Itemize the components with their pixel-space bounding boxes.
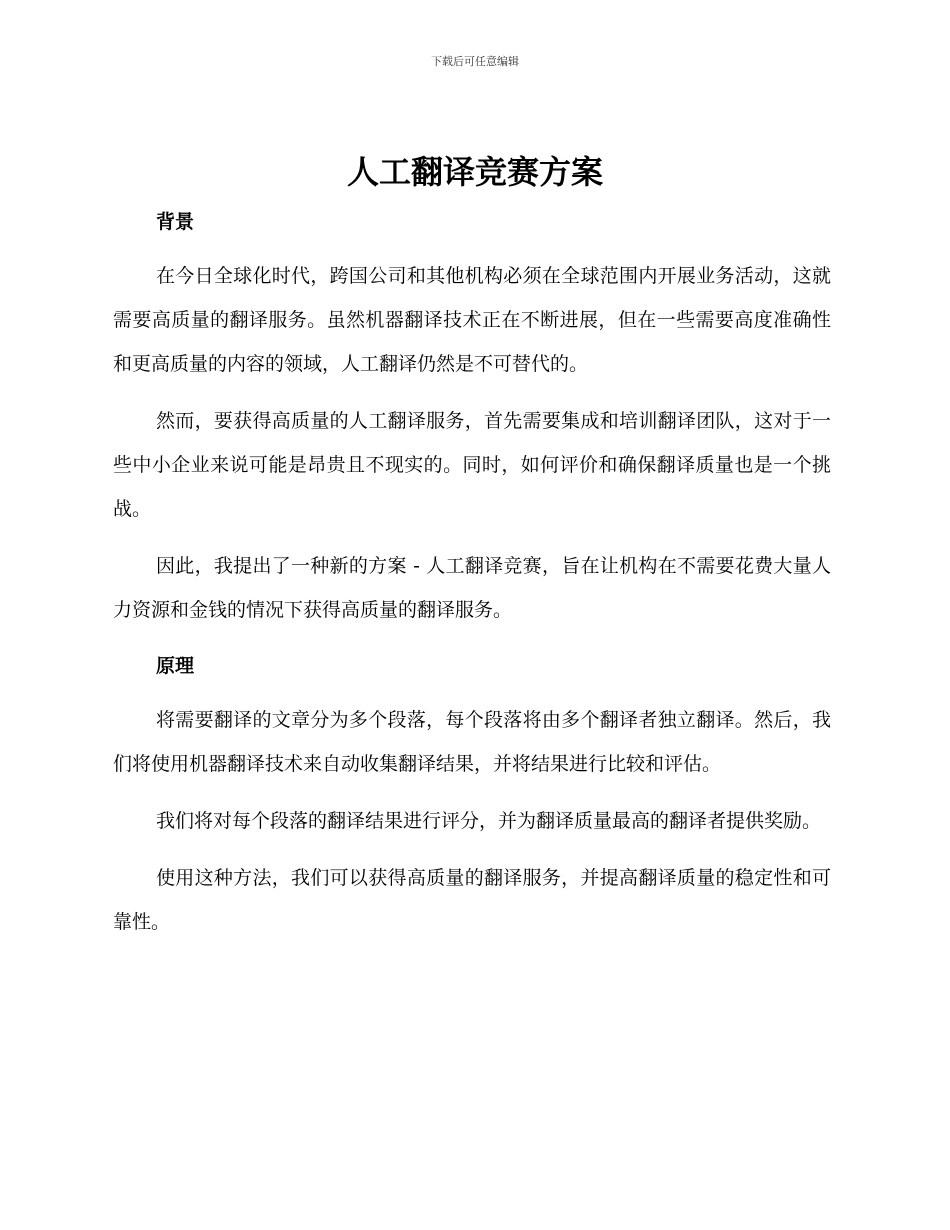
section-heading-background: 背景: [156, 211, 195, 233]
paragraph: 因此，我提出了一种新的方案 - 人工翻译竞赛，旨在让机构在不需要花费大量人力资源和金钱的情况下获得高质量的翻译服务。: [113, 555, 831, 621]
document-title: 人工翻译竞赛方案: [346, 153, 603, 191]
section-heading-principle: 原理: [156, 655, 195, 677]
paragraph: 然而，要获得高质量的人工翻译服务，首先需要集成和培训翻译团队，这对于一些中小企业来说可能是昂贵且不现实的。同时，如何评价和确保翻译质量也是一个挑战。: [113, 410, 831, 520]
paragraph: 我们将对每个段落的翻译结果进行评分，并为翻译质量最高的翻译者提供奖励。: [156, 810, 822, 832]
paragraph: 使用这种方法，我们可以获得高质量的翻译服务，并提高翻译质量的稳定性和可靠性。: [113, 867, 831, 933]
paragraph: 在今日全球化时代，跨国公司和其他机构必须在全球范围内开展业务活动，这就需要高质量的翻译服务。虽然机器翻译技术正在不断进展，但在一些需要高度准确性和更高质量的内容的领域，人工翻译仍然是不可替代的。: [113, 265, 831, 375]
page-header-note: 下载后可任意编辑: [431, 55, 519, 68]
document-body: [113, 204, 831, 944]
paragraph: 将需要翻译的文章分为多个段落，每个段落将由多个翻译者独立翻译。然后，我们将使用机器翻译技术来自动收集翻译结果，并将结果进行比较和评估。: [113, 709, 831, 775]
